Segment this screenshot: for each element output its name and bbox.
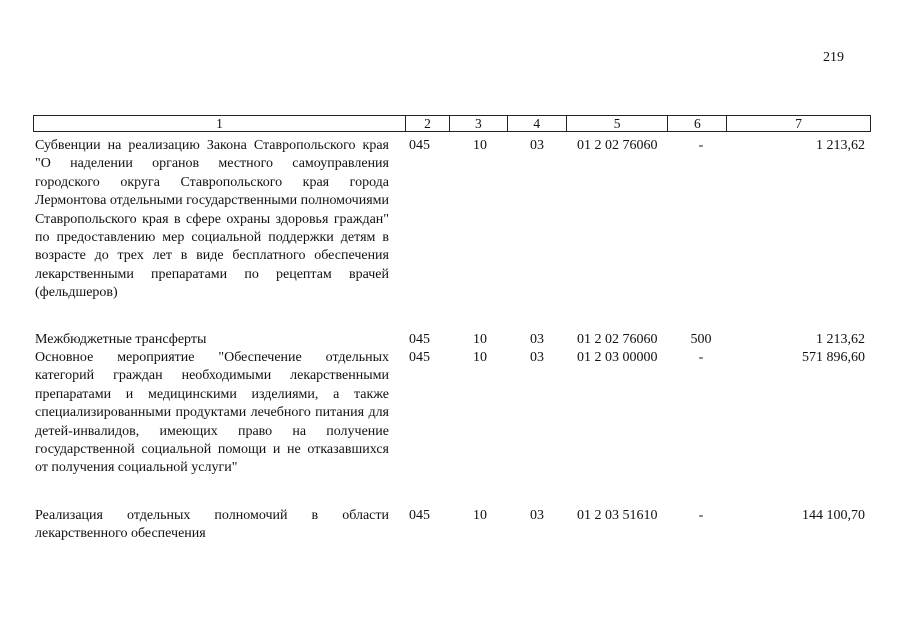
row-amount: 144 100,70	[802, 508, 865, 523]
row-code-6: -	[698, 138, 704, 153]
row-code-6: -	[698, 350, 704, 365]
row-code-2: 045	[409, 350, 430, 365]
column-header-2: 2	[406, 116, 450, 131]
row-code-3: 10	[473, 508, 487, 523]
row-code-4: 03	[530, 138, 544, 153]
row-code-2: 045	[409, 332, 430, 347]
column-header-1: 1	[34, 116, 406, 131]
row-code-4: 03	[530, 508, 544, 523]
row-amount: 1 213,62	[816, 332, 865, 347]
row-code-2: 045	[409, 508, 430, 523]
row-code-5: 01 2 02 76060	[577, 138, 658, 153]
row-code-4: 03	[530, 332, 544, 347]
row-name: Основное мероприятие "Обеспечение отдельных категорий граждан необходимыми лекарственными препаратами и медицинскими изделиями, а также специализированными продуктами лечебного питания для детей-инвалидов, имеющих право на получение государственной социальной помощи и не отказавшихся от получения социальной услуги"	[35, 350, 389, 476]
page-number: 219	[823, 50, 844, 65]
row-code-5: 01 2 03 51610	[577, 508, 658, 523]
row-code-5: 01 2 02 76060	[577, 332, 658, 347]
row-code-4: 03	[530, 350, 544, 365]
row-code-3: 10	[473, 350, 487, 365]
row-code-2: 045	[409, 138, 430, 153]
row-amount: 1 213,62	[816, 138, 865, 153]
row-code-3: 10	[473, 138, 487, 153]
row-code-6: -	[698, 508, 704, 523]
table-header-row	[33, 115, 871, 132]
column-header-4: 4	[508, 116, 567, 131]
column-header-7: 7	[795, 116, 803, 131]
row-code-6: 500	[690, 332, 712, 347]
column-header-6: 6	[668, 116, 727, 131]
row-amount: 571 896,60	[802, 350, 865, 365]
row-code-5: 01 2 03 00000	[577, 350, 658, 365]
row-name: Субвенции на реализацию Закона Ставропольского края "О наделении органов местного самоуправления городского округа Ставропольского края города Лермонтова отдельными государственными полномочиями Ставропольского края в сфере охраны здоровья граждан" по предоставлению мер социальной поддержки детям в возрасте до трех лет в виде бесплатного обеспечения лекарственными препаратами по рецептам врачей (фельдшеров)	[35, 138, 389, 301]
row-code-3: 10	[473, 332, 487, 347]
column-header-3: 3	[450, 116, 508, 131]
row-name: Межбюджетные трансферты	[35, 332, 207, 347]
row-name: Реализация отдельных полномочий в области лекарственного обеспечения	[35, 508, 389, 542]
column-header-5: 5	[567, 116, 669, 131]
